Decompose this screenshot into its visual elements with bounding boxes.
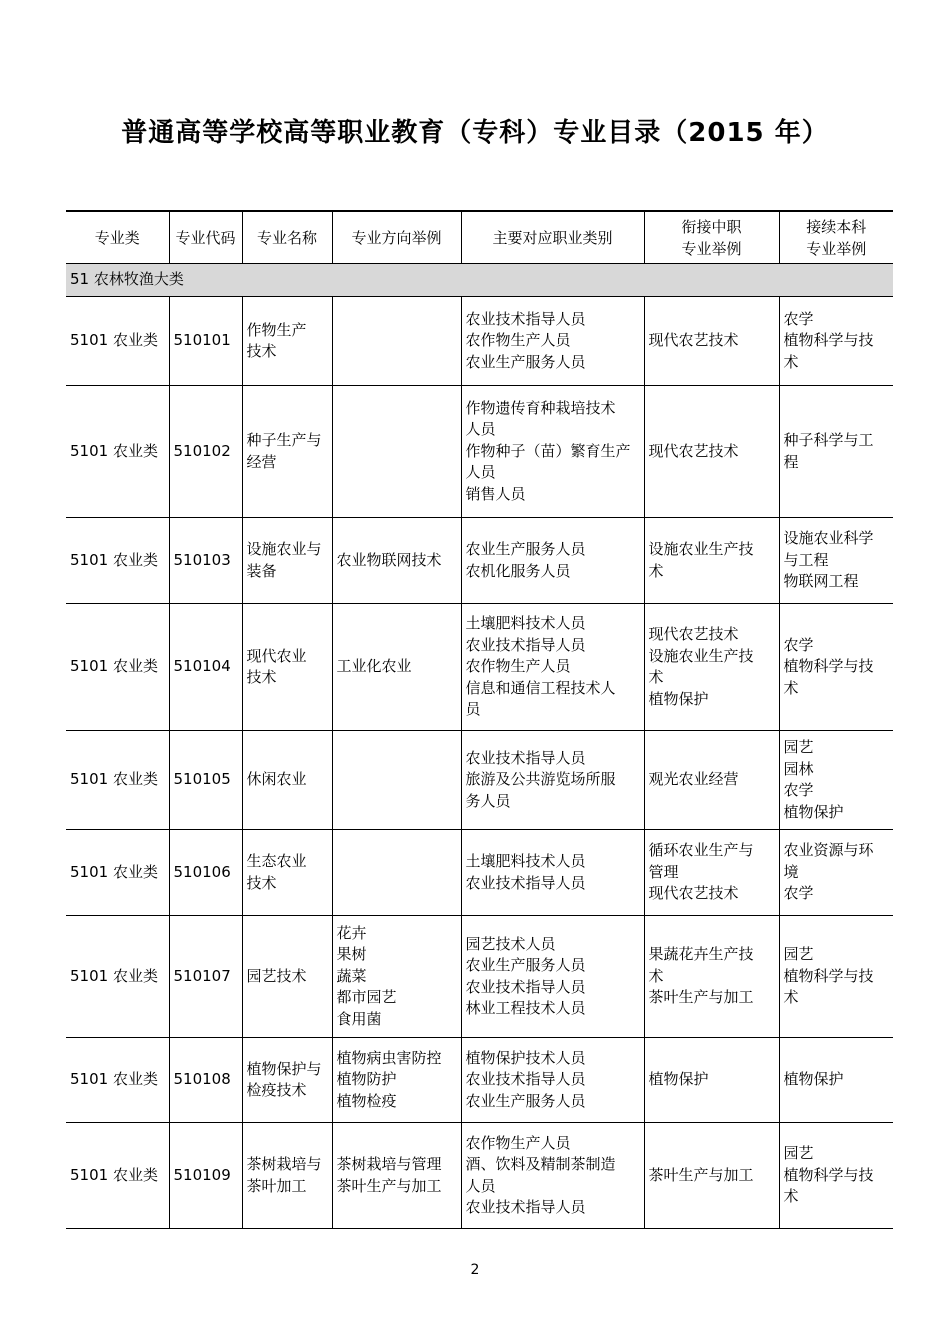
cell-code: 510107	[169, 916, 242, 1038]
table-row	[66, 297, 893, 386]
header-name: 专业名称	[242, 211, 332, 264]
page-title: 普通高等学校高等职业教育（专科）专业目录（2015 年）	[121, 118, 829, 148]
table-row	[66, 731, 893, 830]
cell-bachelor: 植物保护	[779, 1038, 893, 1123]
cell-code: 510106	[169, 830, 242, 916]
cell-direction: 植物病虫害防控 植物防护 植物检疫	[332, 1038, 461, 1123]
cell-bachelor: 设施农业科学 与工程 物联网工程	[779, 518, 893, 604]
cell-secondary: 现代农艺技术	[644, 386, 779, 518]
cell-jobs: 农作物生产人员 酒、饮料及精制茶制造 人员 农业技术指导人员	[461, 1123, 644, 1229]
cell-direction: 茶树栽培与管理 茶叶生产与加工	[332, 1123, 461, 1229]
cell-direction: 农业物联网技术	[332, 518, 461, 604]
cell-code: 510103	[169, 518, 242, 604]
table-row	[66, 830, 893, 916]
cell-bachelor: 园艺 园林 农学 植物保护	[779, 731, 893, 830]
cell-jobs: 土壤肥料技术人员 农业技术指导人员 农作物生产人员 信息和通信工程技术人 员	[461, 604, 644, 731]
table-row	[66, 518, 893, 604]
cell-jobs: 作物遗传育种栽培技术 人员 作物种子（苗）繁育生产 人员 销售人员	[461, 386, 644, 518]
header-bachelor: 接续本科 专业举例	[779, 211, 893, 264]
cell-direction: 花卉 果树 蔬菜 都市园艺 食用菌	[332, 916, 461, 1038]
cell-name: 作物生产 技术	[242, 297, 332, 386]
cell-bachelor: 园艺 植物科学与技 术	[779, 1123, 893, 1229]
cell-code: 510102	[169, 386, 242, 518]
cell-direction	[332, 731, 461, 830]
cell-name: 生态农业 技术	[242, 830, 332, 916]
category-label: 51 农林牧渔大类	[66, 264, 893, 297]
cell-code: 510105	[169, 731, 242, 830]
cell-code: 510109	[169, 1123, 242, 1229]
header-jobs: 主要对应职业类别	[461, 211, 644, 264]
cell-jobs: 园艺技术人员 农业生产服务人员 农业技术指导人员 林业工程技术人员	[461, 916, 644, 1038]
cell-jobs: 植物保护技术人员 农业技术指导人员 农业生产服务人员	[461, 1038, 644, 1123]
cell-code: 510104	[169, 604, 242, 731]
header-code: 专业代码	[169, 211, 242, 264]
cell-direction	[332, 386, 461, 518]
cell-bachelor: 农学 植物科学与技 术	[779, 604, 893, 731]
cell-bachelor: 园艺 植物科学与技 术	[779, 916, 893, 1038]
cell-name: 茶树栽培与 茶叶加工	[242, 1123, 332, 1229]
cell-category: 5101 农业类	[66, 916, 169, 1038]
cell-jobs: 农业生产服务人员 农机化服务人员	[461, 518, 644, 604]
major-catalog-table	[66, 210, 893, 1229]
cell-bachelor: 农学 植物科学与技 术	[779, 297, 893, 386]
cell-code: 510101	[169, 297, 242, 386]
cell-category: 5101 农业类	[66, 830, 169, 916]
cell-direction	[332, 297, 461, 386]
cell-category: 5101 农业类	[66, 297, 169, 386]
cell-name: 设施农业与 装备	[242, 518, 332, 604]
cell-secondary: 现代农艺技术 设施农业生产技 术 植物保护	[644, 604, 779, 731]
table-row	[66, 1038, 893, 1123]
header-direction: 专业方向举例	[332, 211, 461, 264]
cell-name: 植物保护与 检疫技术	[242, 1038, 332, 1123]
cell-name: 园艺技术	[242, 916, 332, 1038]
cell-bachelor: 种子科学与工 程	[779, 386, 893, 518]
cell-category: 5101 农业类	[66, 518, 169, 604]
cell-category: 5101 农业类	[66, 1123, 169, 1229]
header-secondary: 衔接中职 专业举例	[644, 211, 779, 264]
cell-name: 休闲农业	[242, 731, 332, 830]
cell-jobs: 农业技术指导人员 农作物生产人员 农业生产服务人员	[461, 297, 644, 386]
cell-direction: 工业化农业	[332, 604, 461, 731]
cell-secondary: 植物保护	[644, 1038, 779, 1123]
header-category: 专业类	[66, 211, 169, 264]
table-row	[66, 1123, 893, 1229]
cell-bachelor: 农业资源与环 境 农学	[779, 830, 893, 916]
cell-category: 5101 农业类	[66, 386, 169, 518]
cell-direction	[332, 830, 461, 916]
cell-category: 5101 农业类	[66, 1038, 169, 1123]
cell-secondary: 果蔬花卉生产技 术 茶叶生产与加工	[644, 916, 779, 1038]
cell-category: 5101 农业类	[66, 604, 169, 731]
cell-secondary: 设施农业生产技 术	[644, 518, 779, 604]
cell-code: 510108	[169, 1038, 242, 1123]
page-number: 2	[470, 1262, 480, 1278]
cell-name: 现代农业 技术	[242, 604, 332, 731]
category-row	[66, 264, 893, 297]
table-row	[66, 916, 893, 1038]
table-header-row	[66, 211, 893, 264]
cell-secondary: 茶叶生产与加工	[644, 1123, 779, 1229]
cell-jobs: 土壤肥料技术人员 农业技术指导人员	[461, 830, 644, 916]
cell-name: 种子生产与 经营	[242, 386, 332, 518]
table-row	[66, 604, 893, 731]
cell-jobs: 农业技术指导人员 旅游及公共游览场所服 务人员	[461, 731, 644, 830]
table-row	[66, 386, 893, 518]
cell-secondary: 现代农艺技术	[644, 297, 779, 386]
cell-secondary: 循环农业生产与 管理 现代农艺技术	[644, 830, 779, 916]
cell-secondary: 观光农业经营	[644, 731, 779, 830]
cell-category: 5101 农业类	[66, 731, 169, 830]
